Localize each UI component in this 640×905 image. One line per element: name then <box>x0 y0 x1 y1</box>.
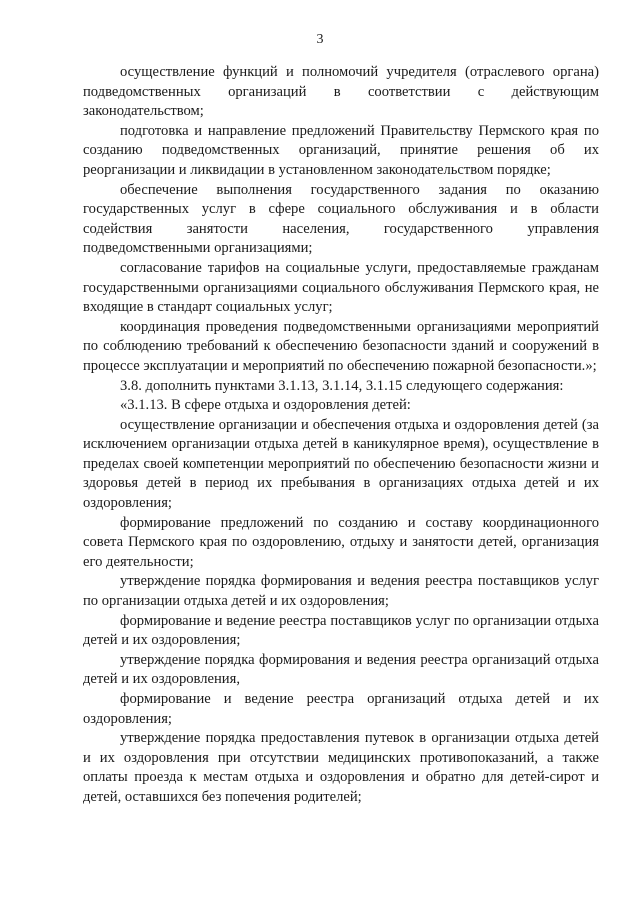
paragraph: формирование предложений по созданию и составу координационного совета Пермского края по оздоровлению, отдыху и занятости детей, организация его деятельности; <box>83 514 599 570</box>
paragraph: утверждение порядка формирования и ведения реестра поставщиков услуг по организации отдыха детей и их оздоровления; <box>83 573 599 610</box>
paragraph: утверждение порядка предоставления путевок в организации отдыха детей и их оздоровления при отсутствии медицинских противопоказаний, а также оплаты проезда к местам отдыха и оздоровления и обратно для детей-сирот и детей, оставшихся без попечения родителей; <box>83 730 599 805</box>
page-number: 3 <box>316 32 324 47</box>
paragraph: формирование и ведение реестра поставщиков услуг по организации отдыха детей и их оздоровления; <box>83 612 599 649</box>
paragraph: «3.1.13. В сфере отдыха и оздоровления детей: <box>120 397 411 414</box>
paragraph: обеспечение выполнения государственного задания по оказанию государственных услуг в сфере социального обслуживания и в области содействия занятости населения, государственного управления подведомственными организациями; <box>83 181 599 257</box>
paragraph: формирование и ведение реестра организаций отдыха детей и их оздоровления; <box>83 691 599 727</box>
paragraph: осуществление организации и обеспечения отдыха и оздоровления детей (за исключением организации отдыха детей в каникулярное время), осуществление в пределах своей компетенции мероприятий по обеспечению безопасности жизни и здоровья детей в период их пребывания в организациях отдыха детей и их оздоровления; <box>83 416 599 512</box>
paragraph: утверждение порядка формирования и ведения реестра организаций отдыха детей и их оздоровления, <box>83 651 599 688</box>
paragraph: осуществление функций и полномочий учредителя (отраслевого органа) подведомственных организаций в соответствии с действующим законодательством; <box>83 64 599 120</box>
paragraph: 3.8. дополнить пунктами 3.1.13, 3.1.14, 3.1.15 следующего содержания: <box>120 377 564 394</box>
document-body <box>83 63 599 808</box>
paragraph: подготовка и направление предложений Правительству Пермского края по созданию подведомственных организаций, принятие решения об их реорганизации и ликвидации в установленном законодательством порядке; <box>83 122 599 178</box>
paragraph: согласование тарифов на социальные услуги, предоставляемые гражданам государственными организациями социального обслуживания Пермского края, не входящие в стандарт социальных услуг; <box>83 259 599 316</box>
paragraph: координация проведения подведомственными организациями мероприятий по соблюдению требований к обеспечению безопасности зданий и сооружений в процессе эксплуатации и мероприятий по обеспечению пожарной безопасности.»; <box>83 318 599 374</box>
